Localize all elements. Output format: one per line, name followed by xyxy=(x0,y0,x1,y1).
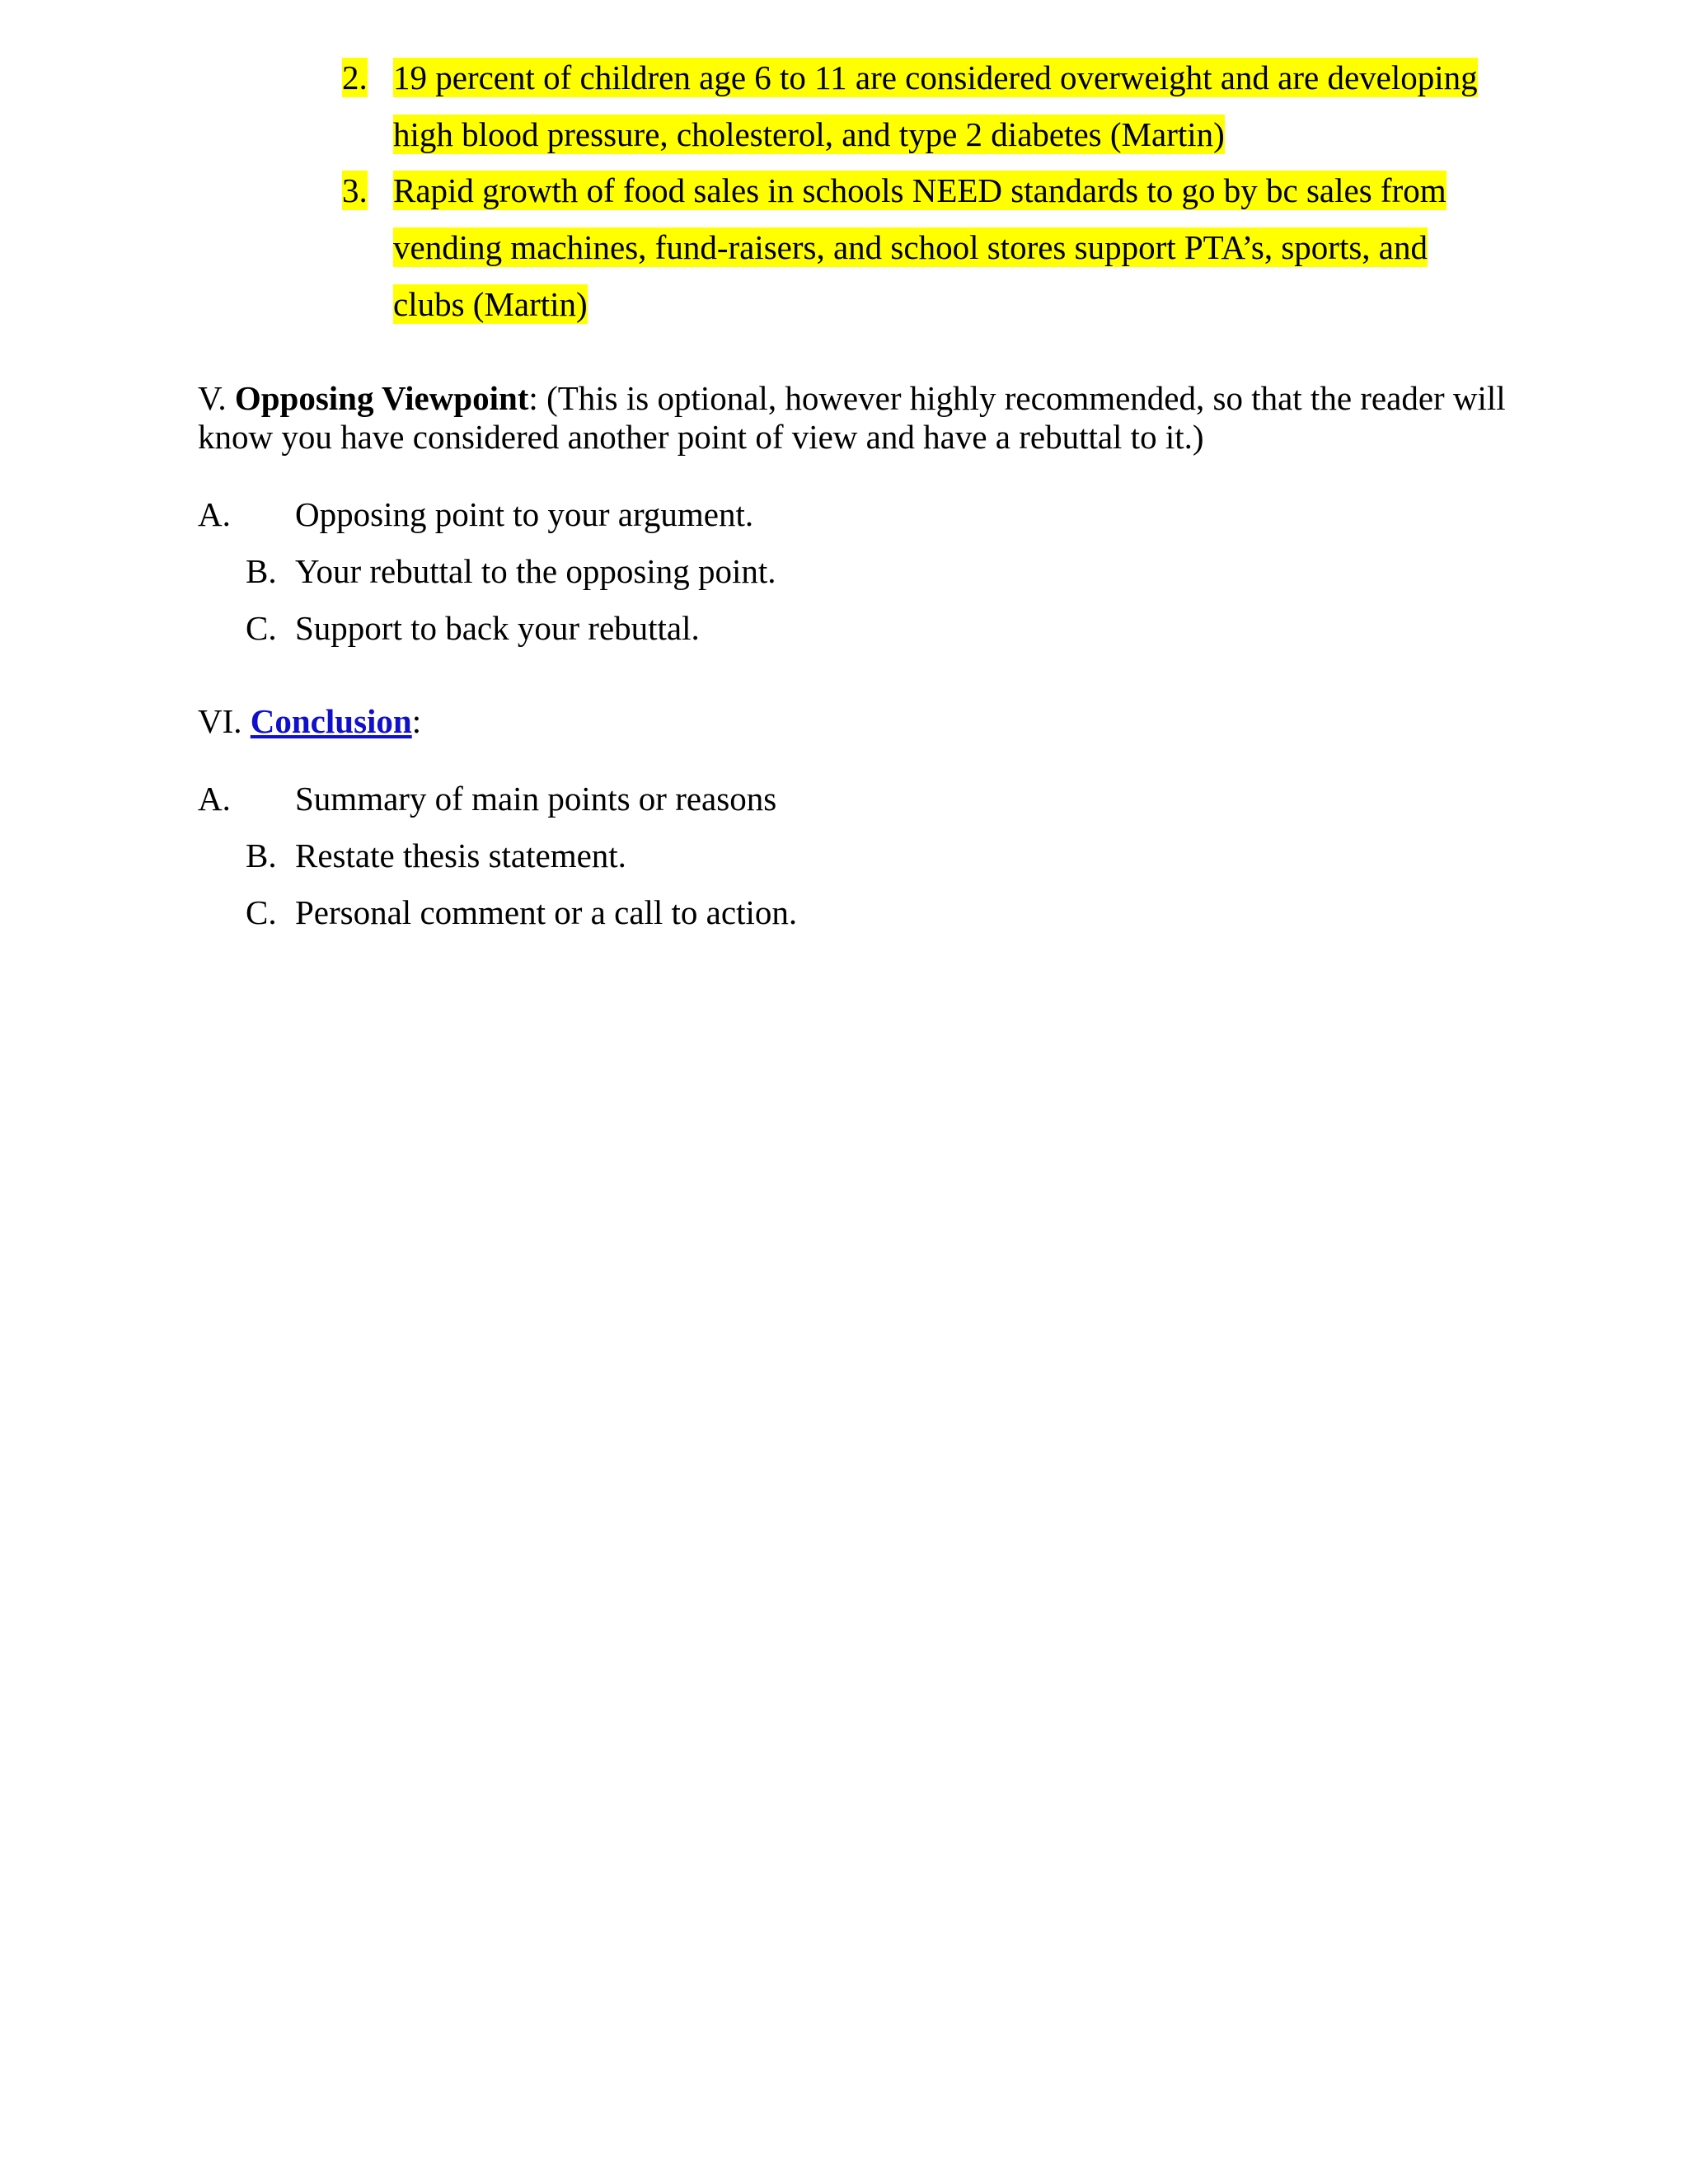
item-letter: C. xyxy=(246,893,277,931)
item-text: Support to back your rebuttal. xyxy=(295,609,700,647)
section-v-line2: know you have considered another point of view and have a rebuttal to it.) xyxy=(198,418,1204,456)
item-line: Rapid growth of food sales in schools NEED standards to go by bc sales from xyxy=(393,171,1447,209)
section-title: Opposing Viewpoint xyxy=(234,379,529,417)
heading-colon: : xyxy=(411,702,422,740)
item-text: Your rebuttal to the opposing point. xyxy=(295,552,776,590)
item-letter: B. xyxy=(246,837,277,874)
section-v-line1 xyxy=(198,379,1506,418)
item-text: Restate thesis statement. xyxy=(295,837,626,874)
item-letter: C. xyxy=(246,609,277,647)
section-vi-heading xyxy=(198,702,421,741)
item-number: 3. xyxy=(342,171,368,209)
item-line: high blood pressure, cholesterol, and type 2 diabetes (Martin) xyxy=(393,115,1225,153)
item-letter: B. xyxy=(246,552,277,590)
item-text: Personal comment or a call to action. xyxy=(295,893,798,931)
item-line: clubs (Martin) xyxy=(393,285,588,323)
conclusion-link[interactable]: Conclusion xyxy=(250,702,412,740)
item-text: Opposing point to your argument. xyxy=(295,495,754,533)
item-line: 19 percent of children age 6 to 11 are considered overweight and are developing xyxy=(393,59,1478,96)
section-intro: : (This is optional, however highly recommended, so that the reader will xyxy=(528,379,1506,417)
section-v-heading xyxy=(198,379,1506,457)
item-letter: A. xyxy=(198,495,231,533)
item-text: Summary of main points or reasons xyxy=(295,780,777,818)
section-numeral: V. xyxy=(198,379,227,417)
section-numeral: VI. xyxy=(198,702,242,740)
item-line: vending machines, fund-raisers, and school stores support PTA’s, sports, and xyxy=(393,228,1428,266)
item-letter: A. xyxy=(198,780,231,818)
item-number: 2. xyxy=(342,59,368,96)
